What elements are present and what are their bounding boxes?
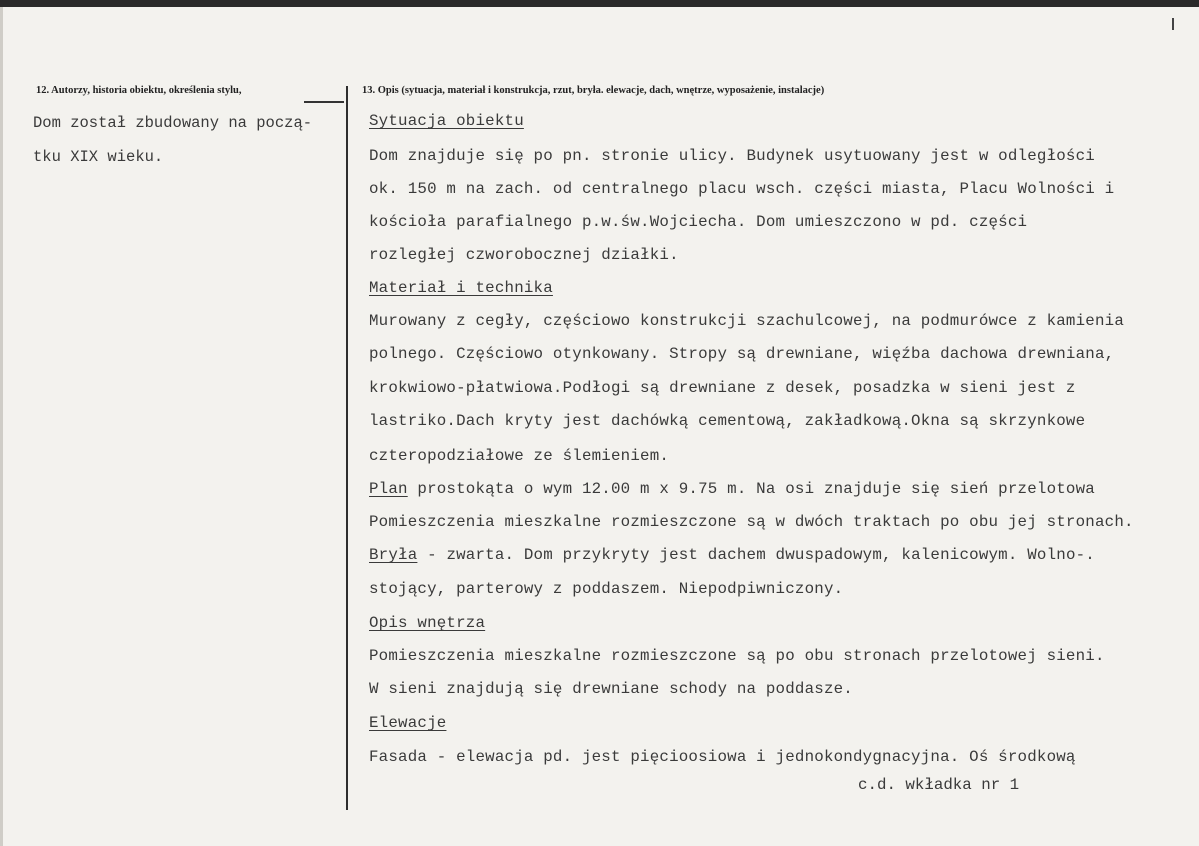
body-line: rozległej czworobocznej działki. — [369, 246, 679, 264]
plan-text: prostokąta o wym 12.00 m x 9.75 m. Na osi znajduje się sień przelotowa — [407, 480, 1095, 498]
column-divider — [346, 86, 348, 810]
body-line: Pomieszczenia mieszkalne rozmieszczone są po obu stronach przelotowej sieni. — [369, 647, 1105, 665]
right-column-header: 13. Opis (sytuacja, materiał i konstrukcja, rzut, bryła. elewacje, dach, wnętrze, wyposażenie, instalacje) — [362, 85, 825, 96]
scan-left-edge — [0, 7, 3, 846]
massing-line — [369, 545, 1095, 565]
section-heading-interior: Opis wnętrza — [369, 614, 486, 632]
continuation-note: c.d. wkładka nr 1 — [858, 776, 1020, 794]
body-line: lastriko.Dach kryty jest dachówką cementową, zakładkową.Okna są skrzynkowe — [369, 412, 1086, 430]
body-line: polnego. Częściowo otynkowany. Stropy są drewniane, więźba dachowa drewniana, — [369, 345, 1115, 363]
body-line: Pomieszczenia mieszkalne rozmieszczone są w dwóch traktach po obu jej stronach. — [369, 513, 1134, 531]
section-heading-plan: Plan — [369, 480, 408, 498]
body-line: Fasada - elewacja pd. jest pięcioosiowa i jednokondygnacyjna. Oś środkową — [369, 748, 1076, 766]
left-line: tku XIX wieku. — [33, 148, 164, 166]
body-line: Dom znajduje się po pn. stronie ulicy. Budynek usytuowany jest w odległości — [369, 147, 1095, 165]
body-line: stojący, parterowy z poddaszem. Niepodpiwniczony. — [369, 580, 844, 598]
body-line: czteropodziałowe ze ślemieniem. — [369, 447, 670, 465]
body-line: ok. 150 m na zach. od centralnego placu wsch. części miasta, Placu Wolności i — [369, 180, 1115, 198]
scan-top-edge — [0, 0, 1199, 7]
body-line: krokwiowo-płatwiowa.Podłogi są drewniane z desek, posadzka w sieni jest z — [369, 379, 1076, 397]
body-line: kościoła parafialnego p.w.św.Wojciecha. Dom umieszczono w pd. części — [369, 213, 1028, 231]
massing-text: - zwarta. Dom przykryty jest dachem dwuspadowym, kalenicowym. Wolno-. — [417, 546, 1095, 564]
left-line: Dom został zbudowany na począ- — [33, 114, 313, 132]
left-column-header: 12. Autorzy, historia obiektu, określenia stylu, — [36, 85, 242, 96]
left-column-text — [33, 110, 343, 178]
plan-line — [369, 479, 1095, 499]
section-heading-situation: Sytuacja obiektu — [369, 112, 524, 130]
body-line: Murowany z cegły, częściowo konstrukcji szachulcowej, na podmurówce z kamienia — [369, 312, 1125, 330]
margin-tick — [1172, 18, 1174, 30]
section-heading-elevations: Elewacje — [369, 714, 447, 732]
header-rule — [304, 101, 344, 103]
section-heading-material: Materiał i technika — [369, 279, 553, 297]
section-heading-massing: Bryła — [369, 546, 418, 564]
body-line: W sieni znajdują się drewniane schody na poddasze. — [369, 680, 853, 698]
